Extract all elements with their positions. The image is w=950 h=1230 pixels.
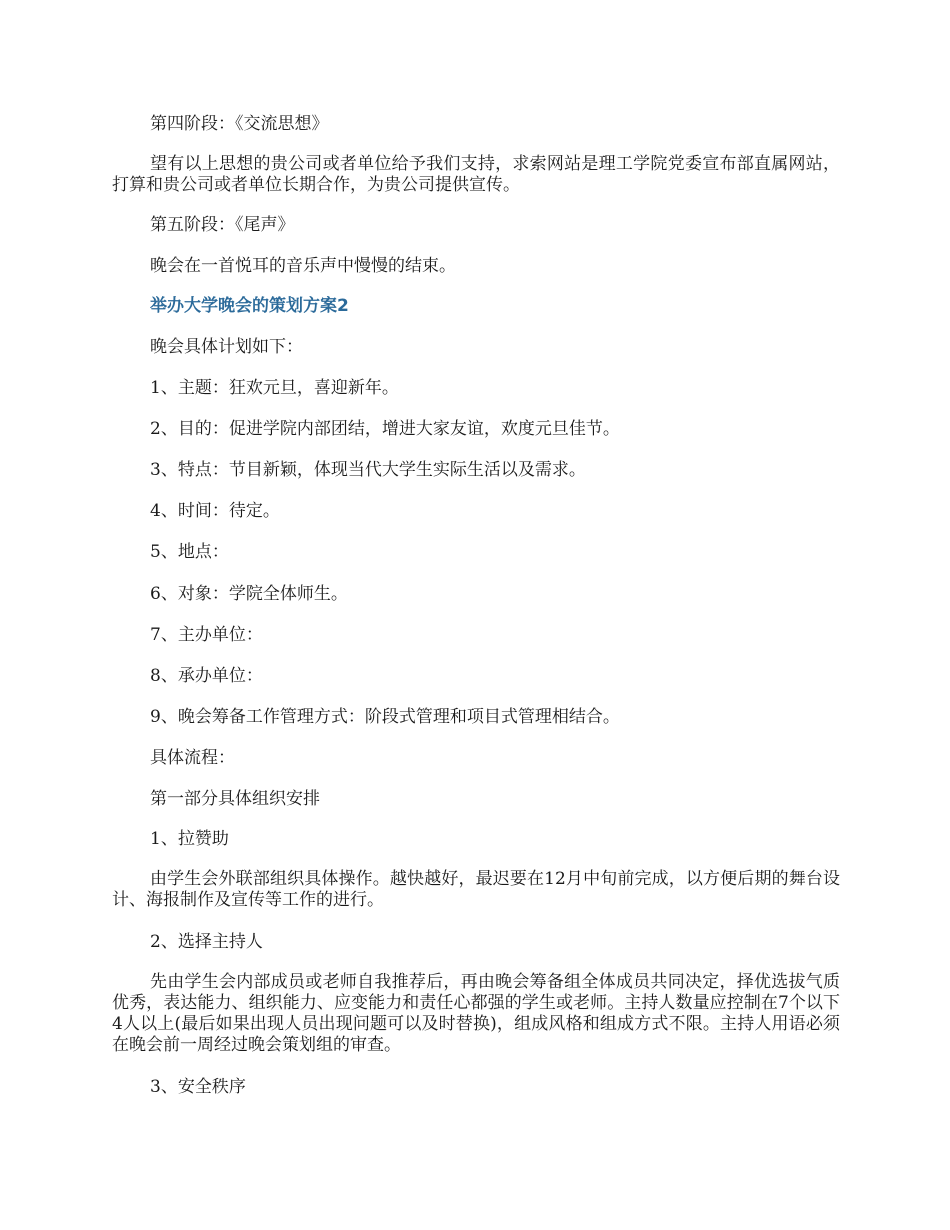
- list-item-theme: 1、主题：狂欢元旦，喜迎新年。: [150, 378, 399, 398]
- list-item-organizer: 7、主办单位：: [150, 625, 263, 645]
- paragraph-stage-five: 第五阶段：《尾声》: [150, 215, 295, 235]
- paragraph-plan-intro: 晚会具体计划如下：: [150, 337, 303, 357]
- list-item-management: 9、晚会筹备工作管理方式：阶段式管理和项目式管理相结合。: [150, 707, 620, 727]
- list-item-feature: 3、特点：节目新颖，体现当代大学生实际生活以及需求。: [150, 460, 586, 480]
- paragraph-support-request: 望有以上思想的贵公司或者单位给予我们支持，求索网站是理工学院党委宣布部直属网站，打算和贵公司或者单位长期合作，为贵公司提供宣传。: [112, 154, 840, 195]
- list-item-location: 5、地点：: [150, 542, 229, 562]
- paragraph-sponsorship-title: 1、拉赞助: [150, 829, 229, 849]
- paragraph-security-title: 3、安全秩序: [150, 1077, 246, 1097]
- paragraph-part-one: 第一部分具体组织安排: [150, 789, 320, 809]
- list-item-host-unit: 8、承办单位：: [150, 666, 263, 686]
- paragraph-process-title: 具体流程：: [150, 748, 235, 768]
- list-item-purpose: 2、目的：促进学院内部团结，增进大家友谊，欢度元旦佳节。: [150, 419, 620, 439]
- list-item-audience: 6、对象：学院全体师生。: [150, 584, 348, 604]
- paragraph-stage-four: 第四阶段：《交流思想》: [150, 114, 329, 134]
- paragraph-sponsorship-body: 由学生会外联部组织具体操作。越快越好，最迟要在12月中旬前完成，以方便后期的舞台设计、海报制作及宣传等工作的进行。: [112, 869, 840, 910]
- section-heading: 举办大学晚会的策划方案2: [150, 296, 349, 316]
- paragraph-host-title: 2、选择主持人: [150, 932, 263, 952]
- list-item-time: 4、时间：待定。: [150, 501, 280, 521]
- paragraph-host-body: 先由学生会内部成员或老师自我推荐后，再由晚会筹备组全体成员共同决定，择优选拔气质优秀，表达能力、组织能力、应变能力和责任心都强的学生或老师。主持人数量应控制在7个以下4人以上(最后如果出现人员出现问题可以及时替换)，组成风格和组成方式不限。主持人用语必须在晚会前一周经过晚会策划组的审查。: [112, 972, 840, 1055]
- paragraph-ending: 晚会在一首悦耳的音乐声中慢慢的结束。: [150, 256, 456, 276]
